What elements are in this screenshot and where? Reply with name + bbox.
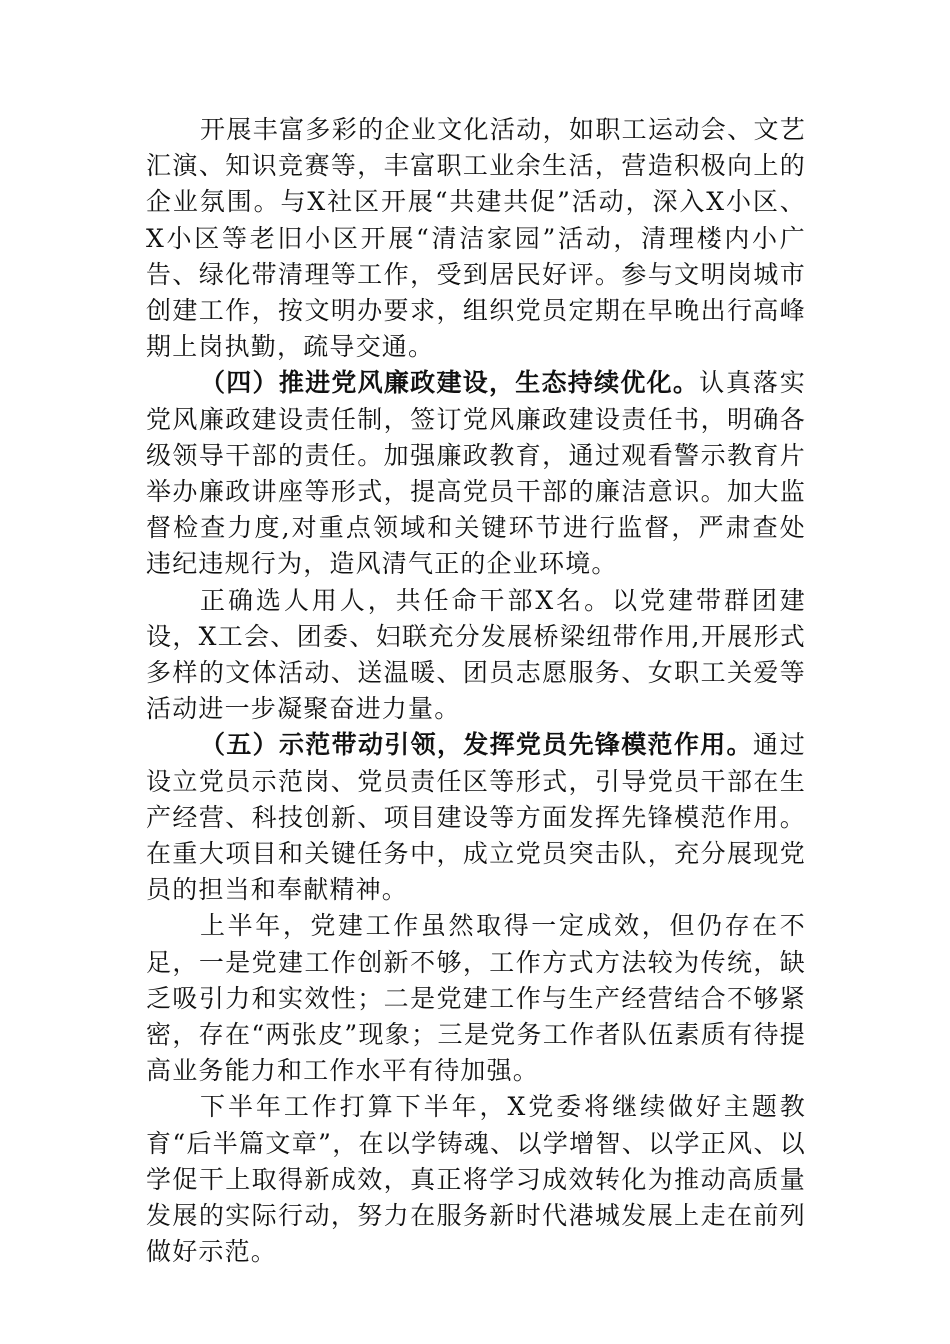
paragraph-culture-activities [146,112,806,365]
paragraph-exemplary-role [146,727,806,908]
paragraph-text: 认真落实党风廉政建设责任制，签订党风廉政建设责任书，明确各级领导干部的责任。加强廉政教育，通过观看警示教育片举办廉政讲座等形式，提高党员干部的廉洁意识。加大监督检查力度,对重点领域和关键环节进行监督，严肃查处违纪违规行为，造风清气正的企业环境。 [146,368,806,579]
paragraph-text: 下半年工作打算下半年，X党委将继续做好主题教育“后半篇文章”，在以学铸魂、以学增智、以学正风、以学促干上取得新成效，真正将学习成效转化为推动高质量发展的实际行动，努力在服务新时代港城发展上走在前列做好示范。 [146,1092,806,1267]
paragraph-text: 开展丰富多彩的企业文化活动，如职工运动会、文艺汇演、知识竞赛等，丰富职工业余生活，营造积极向上的企业氛围。与X社区开展“共建共促”活动，深入X小区、X小区等老旧小区开展“清洁家园”活动，清理楼内小广告、绿化带清理等工作，受到居民好评。参与文明岗城市创建工作，按文明办要求，组织党员定期在早晚出行高峰期上岗执勤，疏导交通。 [146,115,806,362]
paragraph-text: 上半年，党建工作虽然取得一定成效，但仍存在不足，一是党建工作创新不够，工作方式方法较为传统，缺乏吸引力和实效性；二是党建工作与生产经营结合不够紧密，存在“两张皮”现象；三是党务工作者队伍素质有待提高业务能力和工作水平有待加强。 [146,911,806,1086]
document-body [146,112,806,1271]
paragraph-personnel [146,583,806,728]
section-heading-4: （四）推进党风廉政建设，生态持续优化。 [200,368,700,398]
paragraph-integrity-building [146,365,806,582]
section-heading-5: （五）示范带动引领，发挥党员先锋模范作用。 [200,730,753,760]
paragraph-next-half-plan [146,1089,806,1270]
paragraph-text: 正确选人用人，共任命干部X名。以党建带群团建设，X工会、团委、妇联充分发展桥梁纽带作用,开展形式多样的文体活动、送温暖、团员志愿服务、女职工关爱等活动进一步凝聚奋进力量。 [146,585,806,724]
paragraph-text: 通过设立党员示范岗、党员责任区等形式，引导党员干部在生产经营、科技创新、项目建设等方面发挥先锋模范作用。在重大项目和关键任务中，成立党员突击队，充分展现党员的担当和奉献精神。 [146,730,807,905]
paragraph-shortcomings [146,908,806,1089]
